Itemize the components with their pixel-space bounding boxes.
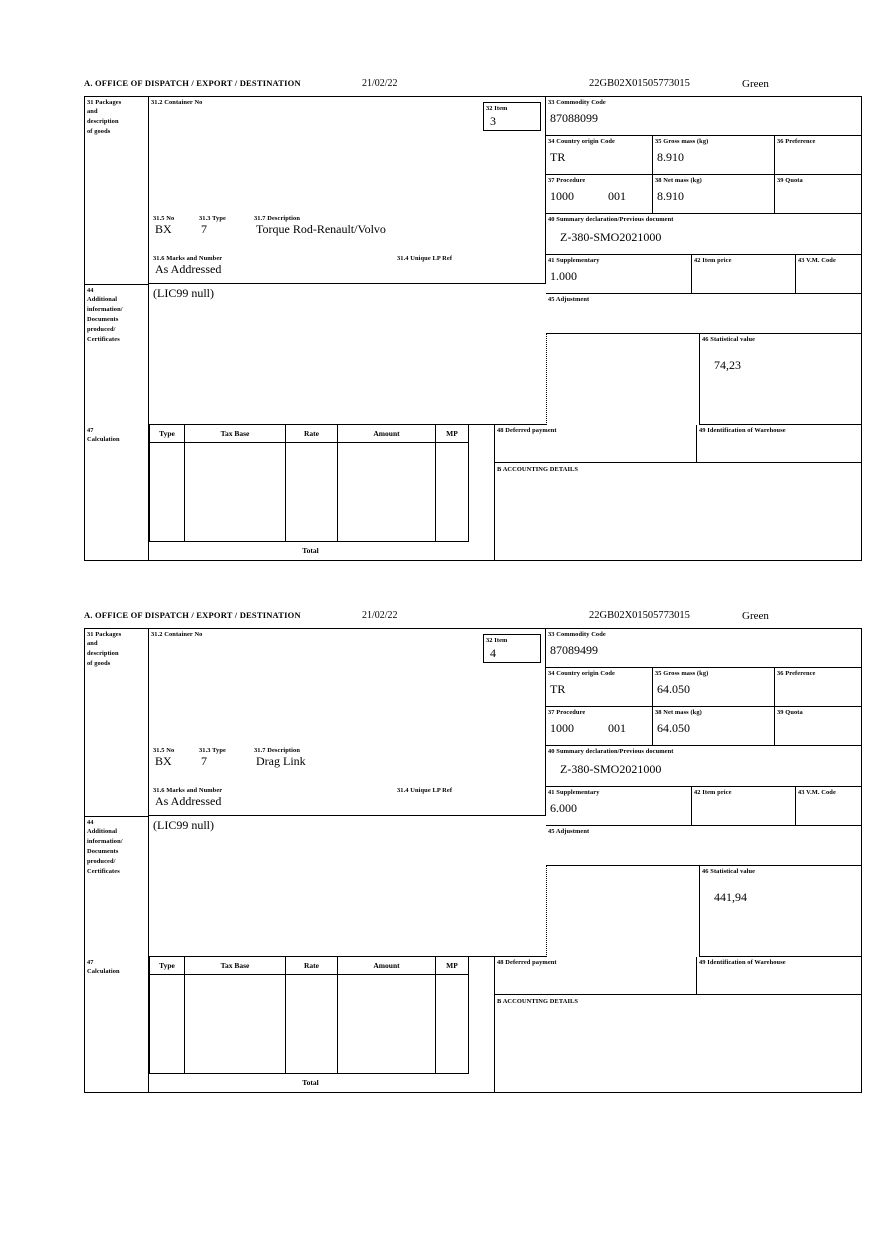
box-43-value bbox=[796, 269, 800, 270]
calc-col-amount bbox=[338, 425, 436, 443]
box-47-calculation-label bbox=[85, 425, 149, 561]
box-44-value: (LIC99 null) bbox=[153, 286, 214, 300]
box-35-value: 8.910 bbox=[657, 150, 684, 164]
box-44-label-6: Certificates bbox=[87, 868, 120, 876]
box-31-6-label: 31.6 Marks and Number bbox=[153, 786, 223, 794]
box-44-value: (LIC99 null) bbox=[153, 818, 214, 832]
calc-cell-amount bbox=[338, 443, 436, 542]
box-31-6-label: 31.6 Marks and Number bbox=[153, 254, 223, 262]
box-39-label: 39 Quota bbox=[777, 708, 803, 716]
box-46-divider bbox=[546, 866, 699, 957]
calc-total-row bbox=[185, 542, 436, 560]
box-34-country-origin bbox=[546, 136, 653, 175]
box-36-label: 36 Preference bbox=[777, 669, 816, 677]
box-42-label: 42 Item price bbox=[694, 256, 732, 264]
box-34-label: 34 Country origin Code bbox=[548, 137, 615, 145]
box-46-label: 46 Statistical value bbox=[702, 867, 756, 875]
calc-col-mp-label: MP bbox=[446, 961, 458, 970]
box-46-divider bbox=[546, 334, 699, 425]
header-date: 21/02/22 bbox=[362, 78, 398, 89]
calc-cell-type bbox=[149, 443, 185, 542]
box-31-6-value: As Addressed bbox=[155, 794, 222, 808]
calc-col-tax-base bbox=[185, 957, 286, 975]
calc-col-type-label: Type bbox=[159, 961, 175, 970]
box-36-value bbox=[775, 150, 779, 151]
box-31-2-value bbox=[149, 641, 153, 642]
box-32-label: 32 Item bbox=[486, 636, 508, 644]
calc-col-tax-base bbox=[185, 425, 286, 443]
calc-cell-mp bbox=[436, 443, 469, 542]
box-32-item bbox=[483, 634, 541, 663]
box-44-additional-info-label bbox=[85, 816, 149, 957]
box-31-7-label: 31.7 Description bbox=[254, 214, 300, 222]
box-35-value: 64.050 bbox=[657, 682, 690, 696]
box-37-label: 37 Procedure bbox=[548, 176, 586, 184]
calc-cell-tax-base bbox=[185, 443, 286, 542]
box-44-additional-info bbox=[149, 284, 546, 425]
box-44-label-4: Documents bbox=[87, 848, 119, 856]
box-31-5-label: 31.5 No bbox=[153, 746, 175, 754]
box-37-value-2: 001 bbox=[608, 189, 626, 203]
box-37-value-1: 1000 bbox=[550, 721, 574, 735]
box-46-label: 46 Statistical value bbox=[702, 335, 756, 343]
box-31-label-2: and bbox=[87, 640, 98, 648]
box-45-adjustment bbox=[546, 826, 861, 866]
box-40-summary-declaration bbox=[546, 214, 861, 255]
calc-col-type bbox=[149, 425, 185, 443]
calculation-table bbox=[149, 957, 494, 1093]
box-31-label-1: 31 Packages bbox=[87, 98, 122, 106]
calc-col-amount-label: Amount bbox=[373, 429, 400, 438]
box-40-label: 40 Summary declaration/Previous document bbox=[548, 215, 674, 223]
header-mrn: 22GB02X01505773015 bbox=[589, 610, 690, 621]
box-b-label: B ACCOUNTING DETAILS bbox=[497, 998, 579, 1005]
box-32-value: 3 bbox=[490, 114, 496, 128]
calc-cell-rate bbox=[286, 975, 338, 1074]
calc-col-mp-label: MP bbox=[446, 429, 458, 438]
box-47-label-1: 47 bbox=[87, 426, 94, 434]
box-42-item-price bbox=[692, 255, 796, 294]
box-42-value bbox=[692, 801, 696, 802]
box-43-vm-code bbox=[796, 255, 861, 294]
box-39-quota bbox=[775, 707, 861, 746]
box-39-value bbox=[775, 721, 779, 722]
box-31-7-value: Torque Rod-Renault/Volvo bbox=[256, 222, 386, 236]
box-42-item-price bbox=[692, 787, 796, 826]
header-mrn: 22GB02X01505773015 bbox=[589, 78, 690, 89]
office-label: A. OFFICE OF DISPATCH / EXPORT / DESTINATION bbox=[84, 78, 301, 88]
box-31-7-value: Drag Link bbox=[256, 754, 306, 768]
box-36-label: 36 Preference bbox=[777, 137, 816, 145]
box-46-statistical-value bbox=[699, 334, 861, 425]
box-47-calculation-label bbox=[85, 957, 149, 1093]
box-31-label-4: of goods bbox=[87, 660, 111, 668]
box-44-label-3: information/ bbox=[87, 306, 123, 314]
calc-total-label: Total bbox=[302, 1078, 319, 1087]
box-31-label-3: description bbox=[87, 118, 119, 126]
calculation-table bbox=[149, 425, 494, 561]
box-44-additional-info-label bbox=[85, 284, 149, 425]
box-33-value: 87088099 bbox=[550, 111, 598, 125]
box-40-label: 40 Summary declaration/Previous document bbox=[548, 747, 674, 755]
calc-cell-mp bbox=[436, 975, 469, 1074]
box-35-gross-mass bbox=[653, 136, 775, 175]
box-34-label: 34 Country origin Code bbox=[548, 669, 615, 677]
box-35-gross-mass bbox=[653, 668, 775, 707]
box-44-label-6: Certificates bbox=[87, 336, 120, 344]
box-40-summary-declaration bbox=[546, 746, 861, 787]
box-33-value: 87089499 bbox=[550, 643, 598, 657]
box-44-additional-info bbox=[149, 816, 546, 957]
box-31-7-label: 31.7 Description bbox=[254, 746, 300, 754]
box-33-label: 33 Commodity Code bbox=[548, 98, 606, 106]
box-46-value: 74,23 bbox=[714, 358, 741, 372]
box-34-country-origin bbox=[546, 668, 653, 707]
declaration-sheet bbox=[84, 78, 862, 561]
box-39-quota bbox=[775, 175, 861, 214]
box-31-3-label: 31.3 Type bbox=[199, 746, 226, 754]
box-43-label: 43 V.M. Code bbox=[798, 788, 836, 796]
calc-col-mp bbox=[436, 425, 469, 443]
box-41-value: 1.000 bbox=[550, 269, 577, 283]
box-40-value: Z-380-SMO2021000 bbox=[560, 762, 662, 776]
box-31-label-3: description bbox=[87, 650, 119, 658]
box-37-value-1: 1000 bbox=[550, 189, 574, 203]
box-34-value: TR bbox=[550, 682, 566, 696]
box-41-label: 41 Supplementary bbox=[548, 788, 600, 796]
calc-col-rate bbox=[286, 425, 338, 443]
calc-col-tax-base-label: Tax Base bbox=[220, 961, 250, 970]
box-42-value bbox=[692, 269, 696, 270]
box-33-label: 33 Commodity Code bbox=[548, 630, 606, 638]
box-31-label-2: and bbox=[87, 108, 98, 116]
calc-col-rate-label: Rate bbox=[304, 961, 319, 970]
box-32-value: 4 bbox=[490, 646, 496, 660]
box-42-label: 42 Item price bbox=[694, 788, 732, 796]
calc-col-rate-label: Rate bbox=[304, 429, 319, 438]
box-44-label-5: produced/ bbox=[87, 858, 116, 866]
box-47-label-2: Calculation bbox=[87, 968, 120, 976]
box-48-label: 48 Deferred payment bbox=[497, 958, 557, 966]
box-38-net-mass bbox=[653, 175, 775, 214]
box-38-net-mass bbox=[653, 707, 775, 746]
calc-cell-tax-base bbox=[185, 975, 286, 1074]
box-47-label-2: Calculation bbox=[87, 436, 120, 444]
box-32-label: 32 Item bbox=[486, 104, 508, 112]
box-31-label-1: 31 Packages bbox=[87, 630, 122, 638]
box-49-identification-warehouse bbox=[697, 957, 861, 995]
box-31-4-value bbox=[395, 794, 399, 795]
box-41-value: 6.000 bbox=[550, 801, 577, 815]
box-31-2-value bbox=[149, 109, 153, 110]
box-46-value: 441,94 bbox=[714, 890, 747, 904]
box-31-6-value: As Addressed bbox=[155, 262, 222, 276]
box-40-value: Z-380-SMO2021000 bbox=[560, 230, 662, 244]
box-31-2-label: 31.2 Container No bbox=[151, 98, 203, 106]
header-lane: Green bbox=[742, 78, 769, 90]
box-31-3-value: 7 bbox=[201, 222, 207, 236]
box-44-label-1: 44 bbox=[87, 818, 94, 826]
box-49-label: 49 Identification of Warehouse bbox=[699, 426, 786, 434]
box-36-preference bbox=[775, 136, 861, 175]
box-41-supplementary bbox=[546, 255, 692, 294]
declaration-sheet bbox=[84, 610, 862, 1093]
box-31-3-label: 31.3 Type bbox=[199, 214, 226, 222]
box-36-preference bbox=[775, 668, 861, 707]
box-31-packages bbox=[85, 97, 149, 284]
box-48-deferred-payment bbox=[494, 425, 697, 463]
box-31-3-value: 7 bbox=[201, 754, 207, 768]
box-48-label: 48 Deferred payment bbox=[497, 426, 557, 434]
box-b-accounting-details bbox=[494, 995, 861, 1093]
calc-cell-rate bbox=[286, 443, 338, 542]
calc-total-row bbox=[185, 1074, 436, 1092]
box-37-label: 37 Procedure bbox=[548, 708, 586, 716]
box-37-procedure bbox=[546, 175, 653, 214]
box-39-value bbox=[775, 189, 779, 190]
calc-col-type bbox=[149, 957, 185, 975]
box-39-label: 39 Quota bbox=[777, 176, 803, 184]
box-49-identification-warehouse bbox=[697, 425, 861, 463]
calc-cell-amount bbox=[338, 975, 436, 1074]
box-33-commodity-code bbox=[546, 629, 861, 668]
box-38-label: 38 Net mass (kg) bbox=[655, 176, 702, 184]
box-31-4-label: 31.4 Unique LP Ref bbox=[397, 254, 453, 262]
box-44-label-1: 44 bbox=[87, 286, 94, 294]
calc-col-mp bbox=[436, 957, 469, 975]
calc-col-tax-base-label: Tax Base bbox=[220, 429, 250, 438]
box-31-5-label: 31.5 No bbox=[153, 214, 175, 222]
sheet-header bbox=[84, 610, 862, 628]
box-31-packages bbox=[85, 629, 149, 816]
box-32-item bbox=[483, 102, 541, 131]
box-45-value bbox=[546, 840, 550, 841]
calc-total-label: Total bbox=[302, 546, 319, 555]
declaration-grid bbox=[84, 628, 862, 1093]
box-48-deferred-payment bbox=[494, 957, 697, 995]
box-47-label-1: 47 bbox=[87, 958, 94, 966]
box-45-adjustment bbox=[546, 294, 861, 334]
office-label: A. OFFICE OF DISPATCH / EXPORT / DESTINATION bbox=[84, 610, 301, 620]
box-44-label-2: Additional bbox=[87, 296, 118, 304]
box-43-label: 43 V.M. Code bbox=[798, 256, 836, 264]
box-44-label-3: information/ bbox=[87, 838, 123, 846]
box-36-value bbox=[775, 682, 779, 683]
box-43-value bbox=[796, 801, 800, 802]
box-31-label-4: of goods bbox=[87, 128, 111, 136]
declaration-grid bbox=[84, 96, 862, 561]
box-31-4-label: 31.4 Unique LP Ref bbox=[397, 786, 453, 794]
box-31-5-value: BX bbox=[155, 222, 172, 236]
box-41-supplementary bbox=[546, 787, 692, 826]
box-31-2-label: 31.2 Container No bbox=[151, 630, 203, 638]
header-date: 21/02/22 bbox=[362, 610, 398, 621]
box-37-value-2: 001 bbox=[608, 721, 626, 735]
box-35-label: 35 Gross mass (kg) bbox=[655, 137, 709, 145]
box-b-label: B ACCOUNTING DETAILS bbox=[497, 466, 579, 473]
box-31-5-value: BX bbox=[155, 754, 172, 768]
box-37-procedure bbox=[546, 707, 653, 746]
calc-col-type-label: Type bbox=[159, 429, 175, 438]
box-43-vm-code bbox=[796, 787, 861, 826]
box-38-label: 38 Net mass (kg) bbox=[655, 708, 702, 716]
box-45-value bbox=[546, 308, 550, 309]
box-31-4-value bbox=[395, 262, 399, 263]
box-41-label: 41 Supplementary bbox=[548, 256, 600, 264]
box-44-label-2: Additional bbox=[87, 828, 118, 836]
box-b-accounting-details bbox=[494, 463, 861, 561]
box-38-value: 8.910 bbox=[657, 189, 684, 203]
calc-col-amount-label: Amount bbox=[373, 961, 400, 970]
box-44-label-5: produced/ bbox=[87, 326, 116, 334]
box-38-value: 64.050 bbox=[657, 721, 690, 735]
box-35-label: 35 Gross mass (kg) bbox=[655, 669, 709, 677]
box-49-label: 49 Identification of Warehouse bbox=[699, 958, 786, 966]
calc-col-amount bbox=[338, 957, 436, 975]
box-45-label: 45 Adjustment bbox=[548, 827, 590, 835]
box-45-label: 45 Adjustment bbox=[548, 295, 590, 303]
sheet-header bbox=[84, 78, 862, 96]
box-44-label-4: Documents bbox=[87, 316, 119, 324]
box-33-commodity-code bbox=[546, 97, 861, 136]
box-34-value: TR bbox=[550, 150, 566, 164]
box-46-statistical-value bbox=[699, 866, 861, 957]
calc-cell-type bbox=[149, 975, 185, 1074]
calc-col-rate bbox=[286, 957, 338, 975]
header-lane: Green bbox=[742, 610, 769, 622]
